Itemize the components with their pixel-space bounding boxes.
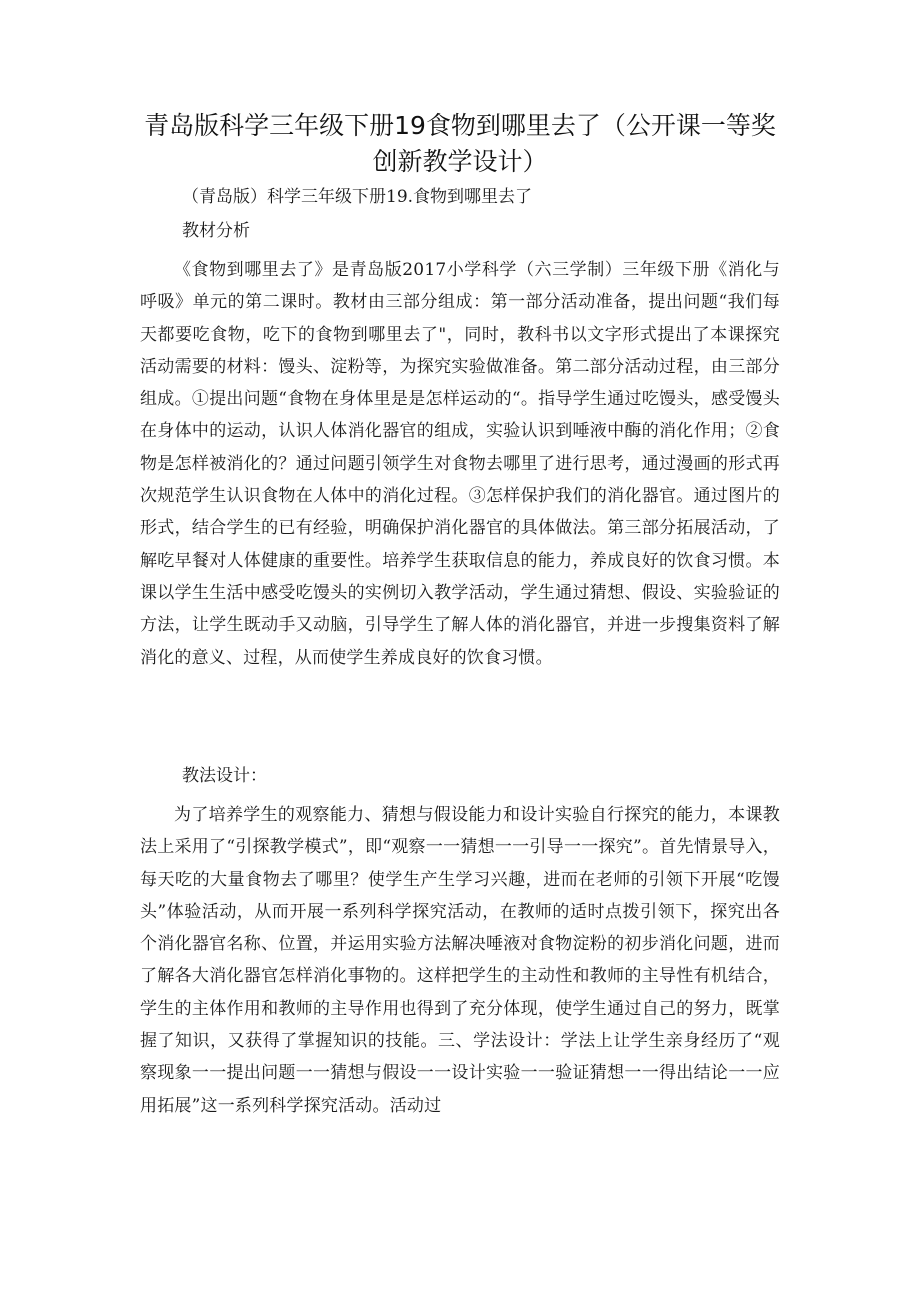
section-heading-method: 教法设计： — [182, 766, 267, 786]
section-heading-analysis: 教材分析 — [182, 221, 250, 241]
document-title: 青岛版科学三年级下册19食物到哪里去了（公开课一等奖创新教学设计） — [144, 111, 776, 176]
document-subtitle: （青岛版）科学三年级下册19.食物到哪里去了 — [182, 187, 533, 207]
section-paragraph-method: 为了培养学生的观察能力、猜想与假设能力和设计实验自行探究的能力，本课教法上采用了“引探教学模式”，即“观察一一猜想一一引导一一探究”。首先情景导入，每天吃的大量食物去了哪里？使学生产生学习兴趣，进而在老师的引领下开展“吃馒头”体验活动，从而开展一系列科学探究活动，在教师的适时点拨引领下，探究出各个消化器官名称、位置，并运用实验方法解决唾液对食物淀粉的初步消化问题，进而了解各大消化器官怎样消化事物的。这样把学生的主动性和教师的主导性有机结合，学生的主体作用和教师的主导作用也得到了充分体现，使学生通过自己的努力，既掌握了知识，又获得了掌握知识的技能。三、学法设计：学法上让学生亲身经历了“观察现象一一提出问题一一猜想与假设一一设计实验一一验证猜想一一得出结论一一应用拓展”这一系列科学探究活动。活动过 — [140, 805, 780, 1116]
section-paragraph-analysis: 《食物到哪里去了》是青岛版2017小学科学（六三学制）三年级下册《消化与呼吸》单元的第二课时。教材由三部分组成：第一部分活动准备，提出问题“我们每天都要吃食物，吃下的食物到哪里去了"，同时，教科书以文字形式提出了本课探究活动需要的材料：馒头、淀粉等，为探究实验做准备。第二部分活动过程，由三部分组成。①提出问题“食物在身体里是是怎样运动的“。指导学生通过吃馒头，感受馒头在身体中的运动，认识人体消化器官的组成，实验认识到唾液中酶的消化作用；②食物是怎样被消化的？通过问题引领学生对食物去哪里了进行思考，通过漫画的形式再次规范学生认识食物在人体中的消化过程。③怎样保护我们的消化器官。通过图片的形式，结合学生的已有经验，明确保护消化器官的具体做法。第三部分拓展活动，了解吃早餐对人体健康的重要性。培养学生获取信息的能力，养成良好的饮食习惯。本课以学生生活中感受吃馒头的实例切入教学活动，学生通过猜想、假设、实验验证的方法，让学生既动手又动脑，引导学生了解人体的消化器官，并进一步搜集资料了解消化的意义、过程，从而使学生养成良好的饮食习惯。 — [140, 260, 780, 668]
